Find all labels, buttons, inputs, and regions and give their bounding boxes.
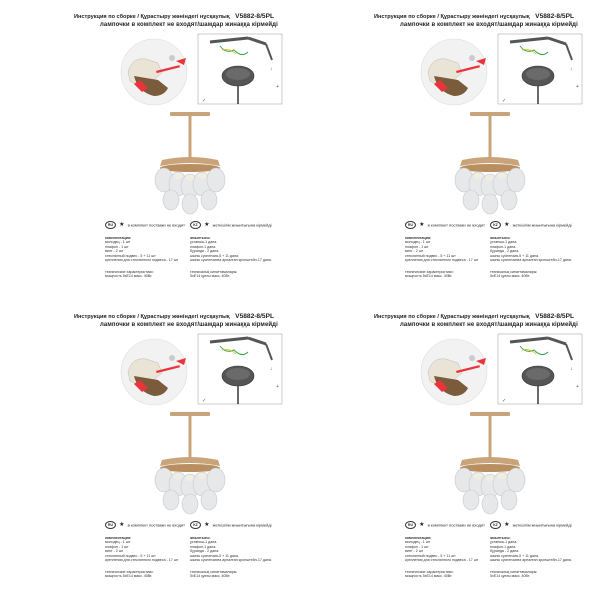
ru-composition-item: стеклянный подвес - 5 + 11 шт bbox=[405, 553, 456, 558]
header-line1: Инструкция по сборке / Құрастыру жөніндегі нұсқаулық bbox=[74, 14, 230, 20]
ru-note-row bbox=[405, 521, 485, 531]
kz-composition-item: шыны суспензияға арналған кронштейн-17 дана. bbox=[190, 558, 272, 563]
kz-flag-badge: KZ bbox=[190, 521, 201, 529]
kz-flag-badge: KZ bbox=[490, 521, 501, 529]
kz-composition-item: ұстағыш-1 дана. bbox=[190, 240, 218, 245]
kz-tech-item: 5хE14 қуаты макс. 40Вт. bbox=[490, 274, 531, 279]
svg-text:+: + bbox=[276, 84, 279, 90]
header-title bbox=[74, 13, 284, 20]
kz-composition bbox=[490, 236, 572, 262]
ceiling-mount-illustration bbox=[190, 30, 290, 110]
ru-note-row bbox=[405, 221, 485, 231]
instruction-card-3 bbox=[0, 300, 300, 600]
kz-composition-item: шыны суспензияға арналған кронштейн-17 дана. bbox=[190, 258, 272, 263]
header-bulbs-note: лампочки в комплект не входят/шамдар жинаққа кірмейді bbox=[400, 322, 578, 328]
kz-flag-badge: KZ bbox=[490, 221, 501, 229]
ru-tech-specs bbox=[105, 270, 154, 279]
kz-composition-item: плафон-1 дана. bbox=[190, 244, 217, 249]
kz-composition-item: шыны суспензия-5 + 11 дана. bbox=[490, 553, 540, 558]
chandelier-illustration bbox=[440, 408, 540, 518]
kz-flag-badge: KZ bbox=[190, 221, 201, 229]
kz-composition-item: ұстағыш-1 дана. bbox=[190, 540, 218, 545]
kz-composition-item: шыны суспензияға арналған кронштейн-17 дана. bbox=[490, 558, 572, 563]
kz-tech-specs bbox=[190, 270, 237, 279]
ru-composition-item: винт - 2 шт bbox=[105, 249, 124, 254]
ru-note-row bbox=[105, 521, 185, 531]
header-line1: Инструкция по сборке / Құрастыру жөніндегі нұсқаулық bbox=[374, 14, 530, 20]
ru-composition bbox=[105, 236, 178, 262]
kz-composition-item: шыны суспензия-5 + 11 дана. bbox=[490, 253, 540, 258]
ru-tech-title: технические характеристики: bbox=[405, 570, 454, 574]
ru-composition-item: стеклянный подвес - 5 + 11 шт bbox=[105, 553, 156, 558]
header-title bbox=[374, 13, 584, 20]
svg-text:↓: ↓ bbox=[570, 66, 573, 72]
ru-composition-item: плафон - 1 шт bbox=[405, 244, 429, 249]
kz-composition-item: шыны суспензия-5 + 11 дана. bbox=[190, 553, 240, 558]
svg-text:✓: ✓ bbox=[202, 98, 207, 104]
kz-composition bbox=[490, 536, 572, 562]
model-number: V5882-8/5PL bbox=[235, 313, 275, 320]
kz-composition-item: шыны суспензияға арналған кронштейн-17 дана. bbox=[490, 258, 572, 263]
kz-tech-item: 5хE14 қуаты макс. 40Вт. bbox=[190, 574, 231, 579]
kz-tech-title: техникалық сипаттамалары: bbox=[190, 570, 238, 574]
ru-composition-item: винт - 2 шт bbox=[405, 549, 424, 554]
star-icon: ★ bbox=[419, 222, 425, 228]
ru-tech-specs bbox=[105, 570, 154, 579]
kz-tech-title: техникалық сипаттамалары: bbox=[490, 570, 538, 574]
header-bulbs-note: лампочки в комплект не входят/шамдар жинаққа кірмейді bbox=[400, 22, 578, 28]
ru-composition-item: крепления для стеклянного подвеса - 17 шт bbox=[405, 258, 479, 263]
svg-text:✓: ✓ bbox=[202, 398, 207, 404]
model-number: V5882-8/5PL bbox=[235, 13, 275, 20]
svg-text:↓: ↓ bbox=[270, 66, 273, 72]
star-icon: ★ bbox=[204, 522, 210, 528]
kz-composition-item: бұранда - 2 дана. bbox=[490, 249, 520, 254]
kz-tech-specs bbox=[490, 570, 537, 579]
kz-composition-item: бұранда - 2 дана. bbox=[490, 549, 520, 554]
chandelier-illustration bbox=[140, 108, 240, 218]
ru-composition-title: комплектация: bbox=[405, 236, 432, 240]
svg-text:✓: ✓ bbox=[502, 98, 507, 104]
kz-composition-item: шыны суспензия-5 + 11 дана. bbox=[190, 253, 240, 258]
ru-composition-item: плафон - 1 шт bbox=[105, 544, 129, 549]
ru-composition-item: винт - 2 шт bbox=[405, 249, 424, 254]
star-icon: ★ bbox=[419, 522, 425, 528]
ru-composition-title: комплектация: bbox=[105, 236, 132, 240]
kz-tech-title: техникалық сипаттамалары: bbox=[190, 270, 238, 274]
header-bulbs-note: лампочки в комплект не входят/шамдар жинаққа кірмейді bbox=[100, 322, 278, 328]
kz-note-row bbox=[490, 221, 572, 231]
kz-note: жеткізілім жиынтығына кірмейді bbox=[512, 222, 572, 228]
star-icon: ★ bbox=[504, 222, 510, 228]
ru-tech-item: мощность 5хE14 макс. 40Вт. bbox=[105, 274, 153, 279]
ru-composition-item: молодец - 1 шт bbox=[105, 240, 131, 245]
kz-composition-title: жиынтығы: bbox=[490, 536, 511, 540]
ru-composition-item: молодец - 1 шт bbox=[105, 540, 131, 545]
kz-composition bbox=[190, 536, 272, 562]
ru-composition-title: комплектация: bbox=[105, 536, 132, 540]
kz-composition-title: жиынтығы: bbox=[190, 536, 211, 540]
ru-composition-item: плафон - 1 шт bbox=[105, 244, 129, 249]
ru-tech-title: технические характеристики: bbox=[105, 570, 154, 574]
kz-note: жеткізілім жиынтығына кірмейді bbox=[212, 522, 272, 528]
kz-composition bbox=[190, 236, 272, 262]
instruction-card-4 bbox=[300, 300, 600, 600]
ru-flag-badge: RU bbox=[105, 521, 116, 529]
kz-tech-specs bbox=[490, 270, 537, 279]
ceiling-mount-illustration bbox=[490, 30, 590, 110]
kz-composition-item: ұстағыш-1 дана. bbox=[490, 240, 518, 245]
ru-tech-title: технические характеристики: bbox=[405, 270, 454, 274]
ru-note: в комплект поставки не входит bbox=[427, 222, 485, 228]
model-number: V5882-8/5PL bbox=[535, 313, 575, 320]
hand-screwdriver-illustration bbox=[418, 332, 490, 410]
ru-composition-title: комплектация: bbox=[405, 536, 432, 540]
kz-tech-item: 5хE14 қуаты макс. 40Вт. bbox=[490, 574, 531, 579]
ru-flag-badge: RU bbox=[405, 521, 416, 529]
hand-screwdriver-illustration bbox=[118, 332, 190, 410]
kz-tech-title: техникалық сипаттамалары: bbox=[490, 270, 538, 274]
header-title bbox=[74, 313, 284, 320]
ru-composition bbox=[405, 236, 478, 262]
ru-tech-item: мощность 5хE14 макс. 40Вт. bbox=[405, 274, 453, 279]
kz-composition-title: жиынтығы: bbox=[190, 236, 211, 240]
kz-note: жеткізілім жиынтығына кірмейді bbox=[212, 222, 272, 228]
ru-composition-item: стеклянный подвес - 5 + 11 шт bbox=[105, 253, 156, 258]
hand-screwdriver-illustration bbox=[118, 32, 190, 110]
chandelier-illustration bbox=[140, 408, 240, 518]
kz-note-row bbox=[490, 521, 572, 531]
kz-note: жеткізілім жиынтығына кірмейді bbox=[512, 522, 572, 528]
model-number: V5882-8/5PL bbox=[535, 13, 575, 20]
ru-composition-item: винт - 2 шт bbox=[105, 549, 124, 554]
star-icon: ★ bbox=[204, 222, 210, 228]
kz-note-row bbox=[190, 221, 272, 231]
ru-tech-specs bbox=[405, 270, 454, 279]
ru-composition-item: плафон - 1 шт bbox=[405, 544, 429, 549]
kz-note-row bbox=[190, 521, 272, 531]
ru-note: в комплект поставки не входит bbox=[127, 522, 185, 528]
ru-note-row bbox=[105, 221, 185, 231]
ru-composition-item: крепления для стеклянного подвеса - 17 шт bbox=[105, 558, 179, 563]
star-icon: ★ bbox=[119, 222, 125, 228]
ru-note: в комплект поставки не входит bbox=[427, 522, 485, 528]
header-line1: Инструкция по сборке / Құрастыру жөніндегі нұсқаулық bbox=[74, 314, 230, 320]
star-icon: ★ bbox=[504, 522, 510, 528]
kz-tech-item: 5хE14 қуаты макс. 40Вт. bbox=[190, 274, 231, 279]
ru-flag-badge: RU bbox=[405, 221, 416, 229]
ceiling-mount-illustration bbox=[490, 330, 590, 410]
instruction-card-2 bbox=[300, 0, 600, 300]
svg-text:↓: ↓ bbox=[570, 366, 573, 372]
instruction-card-1 bbox=[0, 0, 300, 300]
svg-text:+: + bbox=[276, 384, 279, 390]
ru-composition-item: крепления для стеклянного подвеса - 17 шт bbox=[405, 558, 479, 563]
kz-composition-item: бұранда - 2 дана. bbox=[190, 549, 220, 554]
ru-composition-item: молодец - 1 шт bbox=[405, 240, 431, 245]
header-bulbs-note: лампочки в комплект не входят/шамдар жинаққа кірмейді bbox=[100, 22, 278, 28]
kz-tech-specs bbox=[190, 570, 237, 579]
kz-composition-title: жиынтығы: bbox=[490, 236, 511, 240]
ru-composition bbox=[405, 536, 478, 562]
ru-tech-item: мощность 5хE14 макс. 40Вт. bbox=[105, 574, 153, 579]
kz-composition-item: ұстағыш-1 дана. bbox=[490, 540, 518, 545]
svg-text:+: + bbox=[576, 384, 579, 390]
svg-text:↓: ↓ bbox=[270, 366, 273, 372]
header-title bbox=[374, 313, 584, 320]
ceiling-mount-illustration bbox=[190, 330, 290, 410]
ru-tech-specs bbox=[405, 570, 454, 579]
ru-tech-title: технические характеристики: bbox=[105, 270, 154, 274]
ru-tech-item: мощность 5хE14 макс. 40Вт. bbox=[405, 574, 453, 579]
kz-composition-item: плафон-1 дана. bbox=[490, 244, 517, 249]
svg-text:+: + bbox=[576, 84, 579, 90]
ru-composition bbox=[105, 536, 178, 562]
ru-composition-item: стеклянный подвес - 5 + 11 шт bbox=[405, 253, 456, 258]
kz-composition-item: бұранда - 2 дана. bbox=[190, 249, 220, 254]
svg-text:✓: ✓ bbox=[502, 398, 507, 404]
hand-screwdriver-illustration bbox=[418, 32, 490, 110]
ru-composition-item: крепления для стеклянного подвеса - 17 шт bbox=[105, 258, 179, 263]
ru-composition-item: молодец - 1 шт bbox=[405, 540, 431, 545]
kz-composition-item: плафон-1 дана. bbox=[190, 544, 217, 549]
ru-note: в комплект поставки не входит bbox=[127, 222, 185, 228]
star-icon: ★ bbox=[119, 522, 125, 528]
ru-flag-badge: RU bbox=[105, 221, 116, 229]
header-line1: Инструкция по сборке / Құрастыру жөніндегі нұсқаулық bbox=[374, 314, 530, 320]
kz-composition-item: плафон-1 дана. bbox=[490, 544, 517, 549]
chandelier-illustration bbox=[440, 108, 540, 218]
